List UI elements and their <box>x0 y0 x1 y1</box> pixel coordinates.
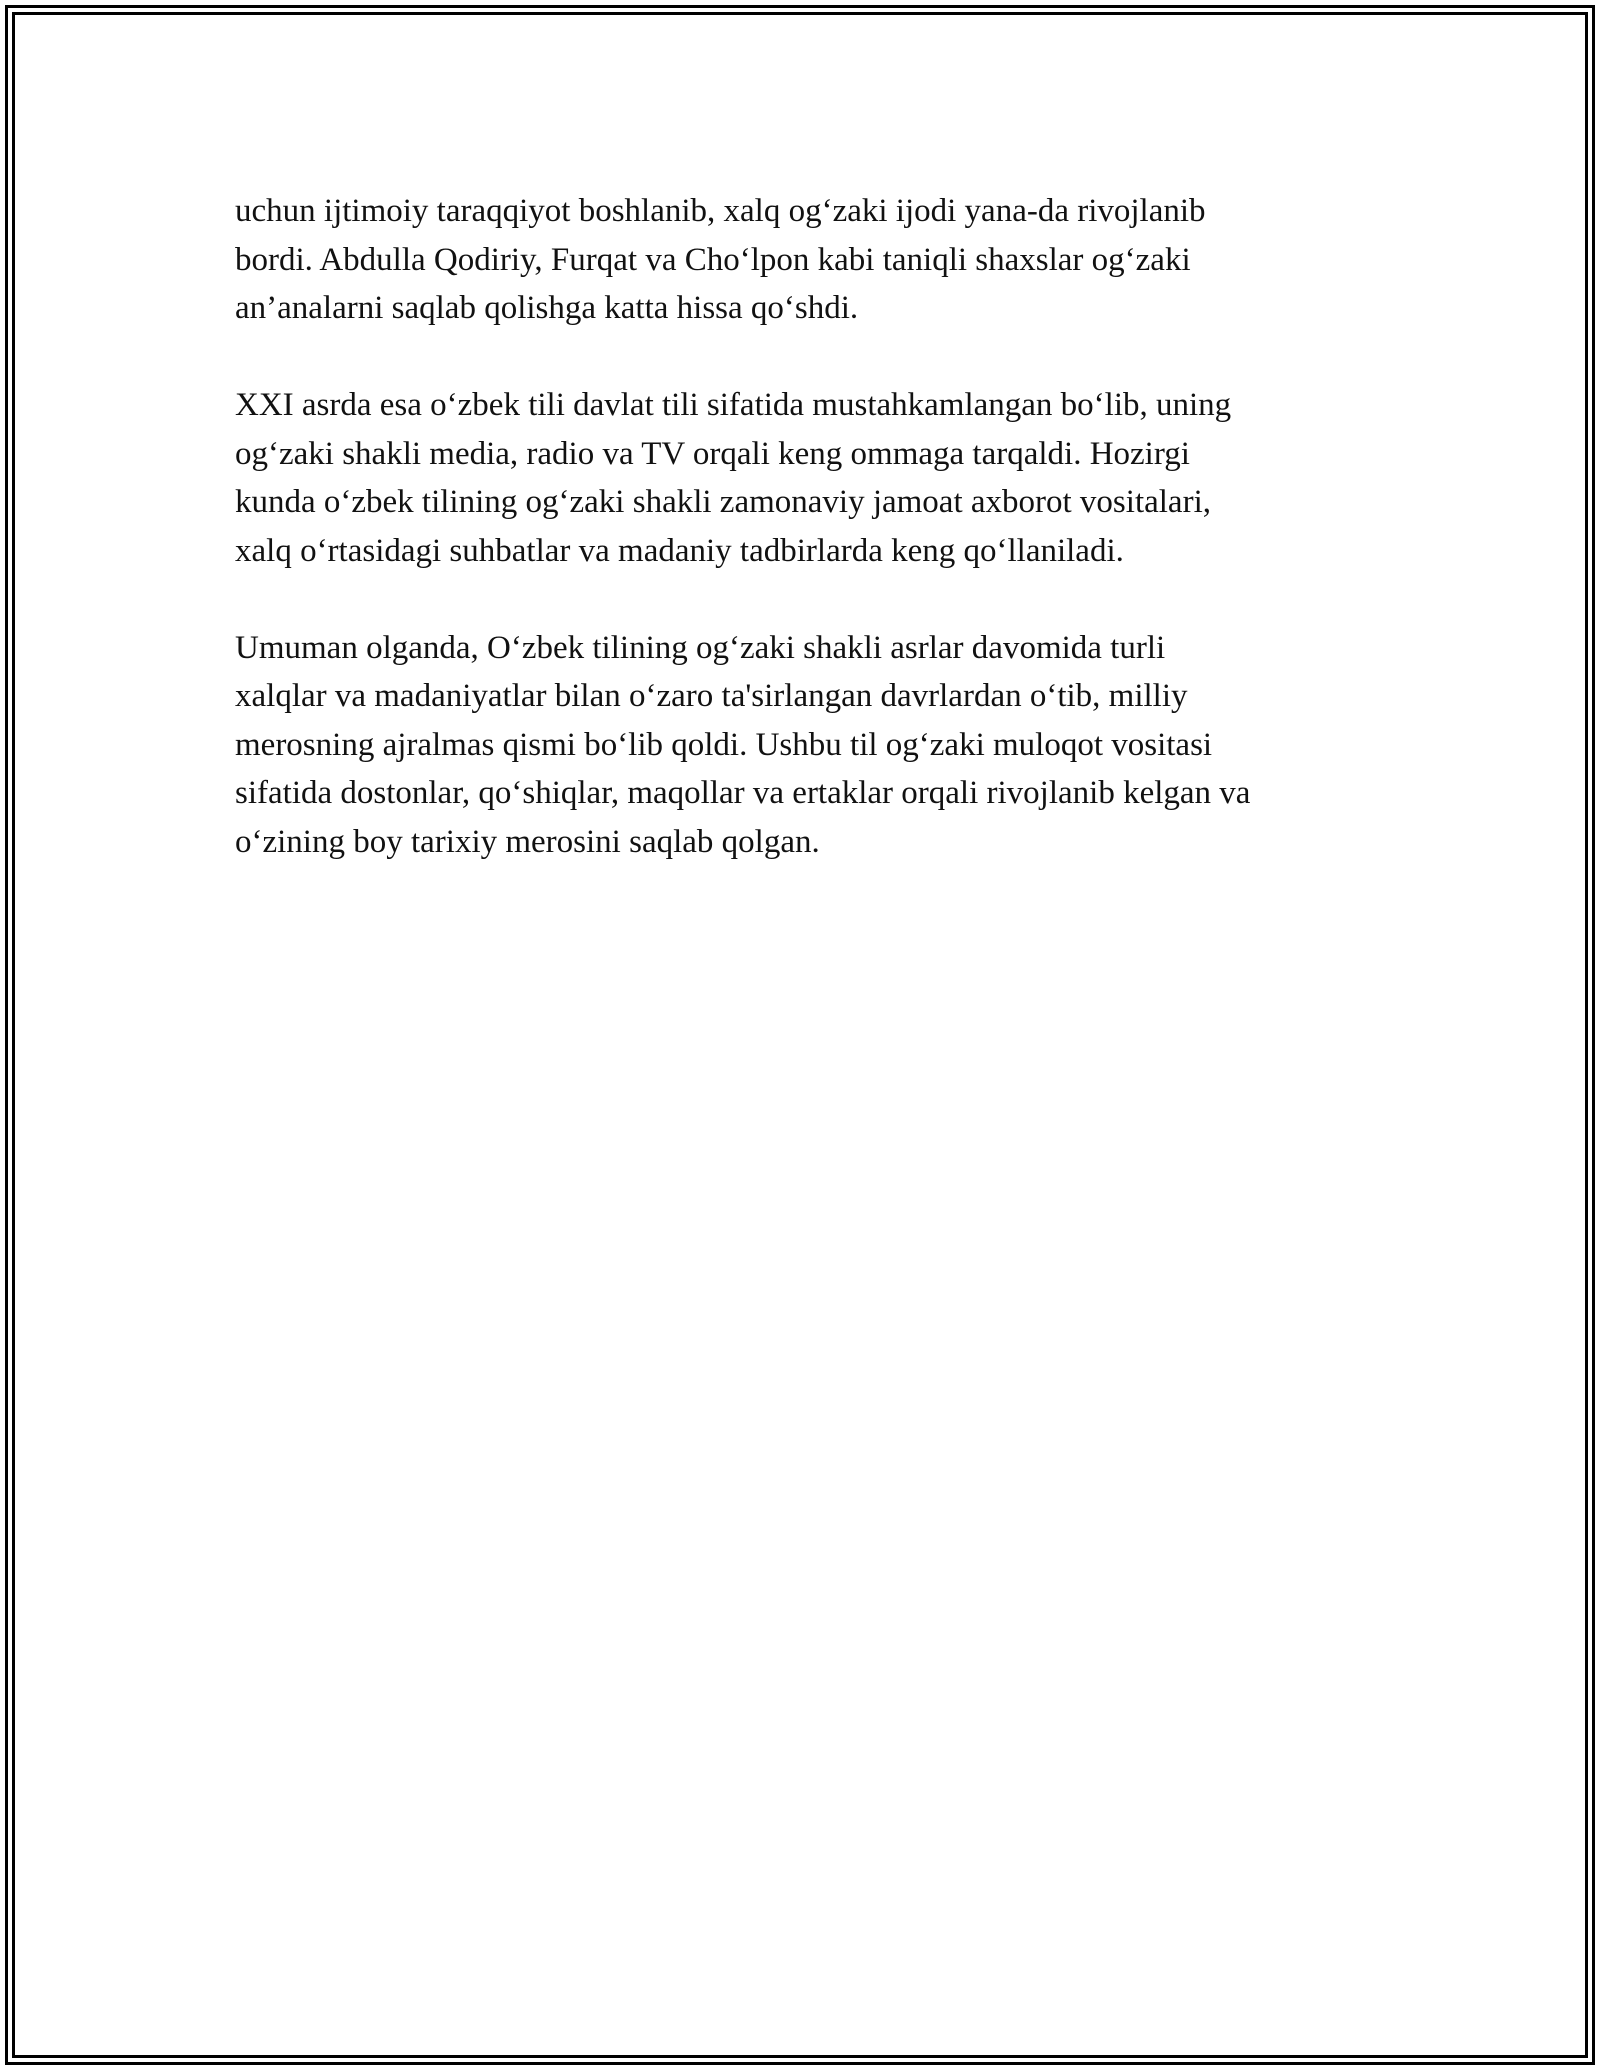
text-line: xalq o‘rtasidagi suhbatlar va madaniy tadbirlarda keng qo‘llaniladi. <box>235 532 1124 569</box>
text-line: XXI asrda esa o‘zbek tili davlat tili sifatida mustahkamlangan bo‘lib, uning <box>235 387 1232 423</box>
document-body <box>235 187 1385 915</box>
text-line: an’analarni saqlab qolishga katta hissa qo‘shdi. <box>235 290 859 326</box>
text-line: merosning ajralmas qismi bo‘lib qoldi. Ushbu til og‘zaki muloqot vositasi <box>235 726 1213 763</box>
paragraph-2 <box>235 381 1385 575</box>
text-line: sifatida dostonlar, qo‘shiqlar, maqollar va ertaklar orqali rivojlanib kelgan va <box>235 775 1251 811</box>
text-line: Umuman olganda, O‘zbek tilining og‘zaki shakli asrlar davomida turli <box>235 629 1166 666</box>
paragraph-1 <box>235 187 1385 333</box>
text-line: bordi. Abdulla Qodiriy, Furqat va Cho‘lpon kabi taniqli shaxslar og‘zaki <box>235 241 1191 278</box>
text-line: uchun ijtimoiy taraqqiyot boshlanib, xalq og‘zaki ijodi yana-da rivojlanib <box>235 193 1206 229</box>
text-line: og‘zaki shakli media, radio va TV orqali keng ommaga tarqaldi. Hozirgi <box>235 435 1190 472</box>
text-line: kunda o‘zbek tilining og‘zaki shakli zamonaviy jamoat axborot vositalari, <box>235 484 1211 520</box>
text-line: xalqlar va madaniyatlar bilan o‘zaro ta'sirlangan davrlardan o‘tib, milliy <box>235 678 1188 714</box>
paragraph-3 <box>235 624 1385 867</box>
text-line: o‘zining boy tarixiy merosini saqlab qolgan. <box>235 823 820 860</box>
